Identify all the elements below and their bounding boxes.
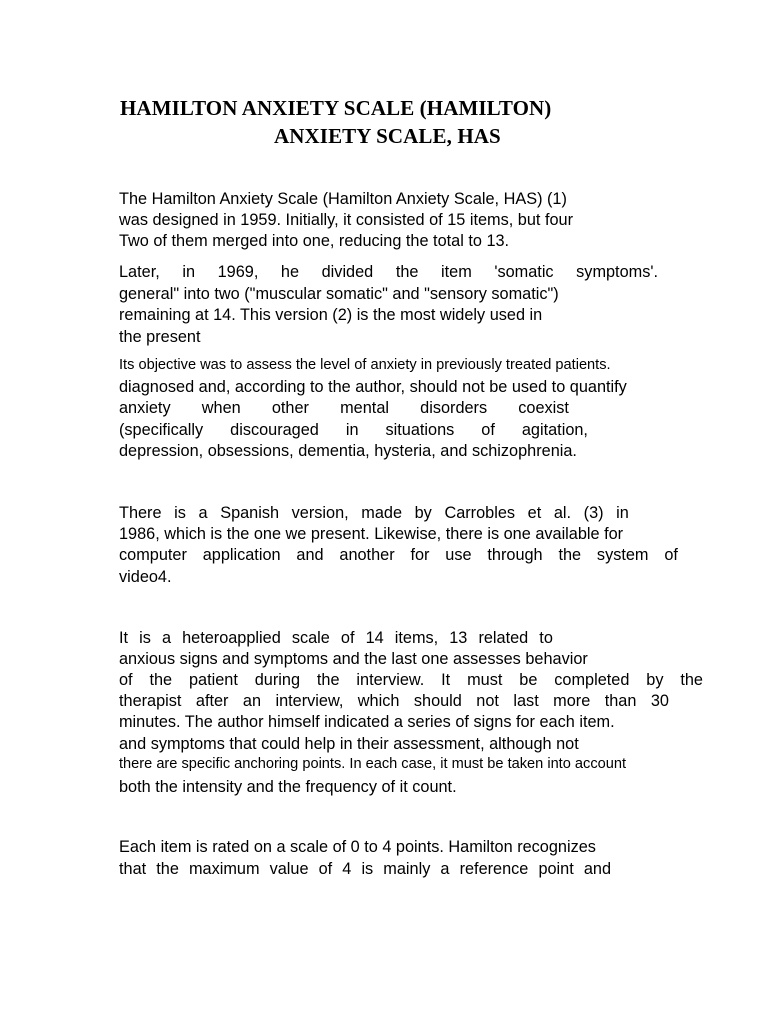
word: 30 — [650, 692, 669, 710]
paragraph-1-line-3: Two of them merged into one, reducing the total to 13. — [119, 232, 510, 250]
word: the — [156, 860, 179, 878]
word: the — [149, 671, 173, 689]
word: items, — [394, 629, 439, 647]
paragraph-5-line-8: both the intensity and the frequency of it count. — [119, 778, 457, 796]
word: in — [345, 421, 359, 439]
word: therapist — [119, 692, 182, 710]
word: interview. — [356, 671, 425, 689]
word: when — [201, 399, 241, 417]
word: mental — [340, 399, 389, 417]
word: completed — [554, 671, 630, 689]
word: heteroapplied — [182, 629, 281, 647]
word: that — [119, 860, 147, 878]
word: interview, — [275, 692, 344, 710]
paragraph-5-line-1 — [119, 628, 553, 649]
paragraph-4-line-3 — [119, 545, 678, 566]
word: than — [604, 692, 637, 710]
document-title-line-2: ANXIETY SCALE, HAS — [274, 124, 501, 148]
word: last — [513, 692, 539, 710]
paragraph-3-line-2: diagnosed and, according to the author, should not be used to quantify — [119, 378, 627, 396]
paragraph-5-line-4 — [119, 691, 669, 712]
paragraph-5-line-5: minutes. The author himself indicated a series of signs for each item. — [119, 713, 615, 731]
word: maximum — [188, 860, 260, 878]
word: to — [539, 629, 553, 647]
word: scale — [291, 629, 330, 647]
word: It — [119, 629, 129, 647]
paragraph-4-line-2: 1986, which is the one we present. Likewise, there is one available for — [119, 525, 624, 543]
paragraph-3-line-5: depression, obsessions, dementia, hysteria, and schizophrenia. — [119, 442, 577, 460]
word: in — [182, 263, 196, 281]
paragraph-2-line-2: general" into two ("muscular somatic" and "sensory somatic") — [119, 285, 559, 303]
word: There — [119, 504, 162, 522]
word: must — [467, 671, 503, 689]
word: by — [646, 671, 664, 689]
word: agitation, — [521, 421, 588, 439]
word: point — [538, 860, 574, 878]
word: 13 — [449, 629, 468, 647]
paragraph-4-line-4: video4. — [119, 568, 172, 586]
word: system — [596, 546, 649, 564]
word: of — [340, 629, 355, 647]
word: Carrobles — [444, 504, 516, 522]
word: value — [269, 860, 309, 878]
word: computer — [119, 546, 187, 564]
word: 1969, — [217, 263, 259, 281]
word: (specifically — [119, 421, 204, 439]
word: the — [680, 671, 703, 689]
word: et — [527, 504, 542, 522]
word: is — [174, 504, 186, 522]
word: disorders — [420, 399, 488, 417]
word: related — [478, 629, 529, 647]
word: by — [414, 504, 432, 522]
word: Later, — [119, 263, 160, 281]
word: reference — [459, 860, 529, 878]
word: use — [445, 546, 472, 564]
word: Spanish — [220, 504, 280, 522]
word: after — [195, 692, 229, 710]
word: should — [413, 692, 462, 710]
word: during — [254, 671, 301, 689]
paragraph-1-line-1: The Hamilton Anxiety Scale (Hamilton Anxiety Scale, HAS) (1) — [119, 190, 567, 208]
word: symptoms'. — [576, 263, 658, 281]
word: (3) — [583, 504, 604, 522]
paragraph-5-line-2: anxious signs and symptoms and the last one assesses behavior — [119, 650, 588, 668]
word: mainly — [383, 860, 431, 878]
word: more — [553, 692, 591, 710]
word: discouraged — [230, 421, 319, 439]
paragraph-3-line-1: Its objective was to assess the level of anxiety in previously treated patients. — [119, 357, 611, 373]
paragraph-6-line-1: Each item is rated on a scale of 0 to 4 points. Hamilton recognizes — [119, 838, 596, 856]
word: he — [280, 263, 300, 281]
word: anxiety — [119, 399, 171, 417]
paragraph-2-line-1 — [119, 262, 658, 283]
word: be — [519, 671, 538, 689]
paragraph-5-line-3 — [119, 670, 703, 691]
paragraph-2-line-4: the present — [119, 328, 201, 346]
word: 14 — [365, 629, 384, 647]
word: an — [242, 692, 262, 710]
word: a — [440, 860, 450, 878]
word: 'somatic — [494, 263, 554, 281]
word: for — [410, 546, 430, 564]
word: al. — [553, 504, 572, 522]
word: situations — [385, 421, 455, 439]
word: a — [161, 629, 172, 647]
word: which — [357, 692, 400, 710]
paragraph-2-line-3: remaining at 14. This version (2) is the most widely used in — [119, 306, 543, 324]
word: and — [296, 546, 324, 564]
paragraph-1-line-2: was designed in 1959. Initially, it consisted of 15 items, but four — [119, 211, 574, 229]
word: version, — [291, 504, 349, 522]
word: is — [361, 860, 374, 878]
paragraph-4-line-1 — [119, 503, 629, 524]
word: is — [139, 629, 151, 647]
word: the — [316, 671, 340, 689]
word: coexist — [518, 399, 569, 417]
word: the — [395, 263, 419, 281]
word: 4 — [342, 860, 352, 878]
paragraph-3-line-3 — [119, 398, 569, 419]
word: a — [198, 504, 208, 522]
word: another — [339, 546, 395, 564]
word: through — [487, 546, 543, 564]
paragraph-5-line-6: and symptoms that could help in their assessment, although not — [119, 735, 579, 753]
word: made — [361, 504, 403, 522]
paragraph-3-line-4 — [119, 420, 588, 441]
word: of — [664, 546, 678, 564]
word: item — [441, 263, 472, 281]
document-title-line-1: HAMILTON ANXIETY SCALE (HAMILTON) — [120, 96, 552, 120]
word: of — [318, 860, 333, 878]
word: patient — [188, 671, 238, 689]
word: application — [202, 546, 281, 564]
word: divided — [321, 263, 374, 281]
word: other — [271, 399, 309, 417]
word: the — [558, 546, 582, 564]
word: in — [616, 504, 629, 522]
word: of — [119, 671, 133, 689]
paragraph-5-line-7: there are specific anchoring points. In each case, it must be taken into account — [119, 756, 627, 772]
paragraph-6-line-2 — [119, 859, 611, 880]
word: not — [476, 692, 499, 710]
word: of — [481, 421, 495, 439]
word: and — [583, 860, 611, 878]
word: It — [441, 671, 451, 689]
